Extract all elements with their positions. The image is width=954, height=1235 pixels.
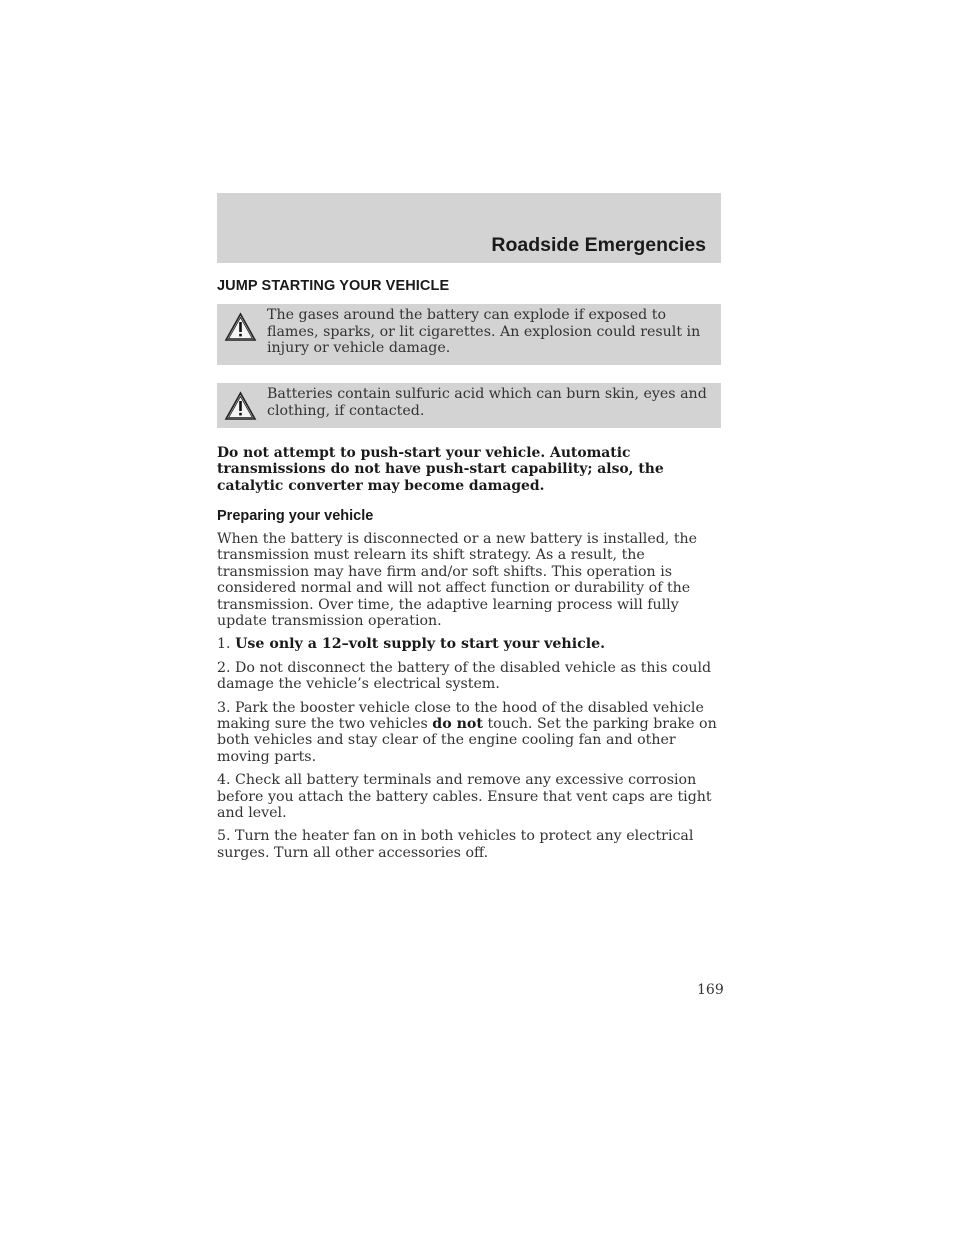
step-text: touch. Set the parking brake on both vehicles and stay clear of the engine cooling fan and other moving parts. bbox=[217, 715, 717, 765]
step-3 bbox=[217, 700, 721, 766]
warning-box-explosion bbox=[217, 304, 721, 365]
step-4: 4. Check all battery terminals and remove any excessive corrosion before you attach the battery cables. Ensure that vent caps are tight and level. bbox=[217, 772, 712, 821]
step-text: 3. Park the booster vehicle close to the hood of the disabled vehicle making sure the two vehicles bbox=[217, 699, 704, 732]
intro-paragraph: When the battery is disconnected or a new battery is installed, the transmission must relearn its shift strategy. As a result, the transmission may have firm and/or soft shifts. This operation is considered normal and will not affect function or durability of the transmission. Over time, the adaptive learning process will fully update transmission operation. bbox=[217, 530, 698, 629]
warning-box-acid bbox=[217, 383, 721, 428]
subsection-heading: Preparing your vehicle bbox=[217, 507, 374, 524]
warning-triangle-icon bbox=[224, 391, 257, 421]
step-bold-text: do not bbox=[432, 715, 483, 732]
chapter-header bbox=[217, 193, 721, 263]
page-number: 169 bbox=[697, 982, 724, 998]
manual-page bbox=[217, 193, 721, 861]
step-1 bbox=[217, 636, 721, 652]
step-bold-text: Use only a 12–volt supply to start your vehicle. bbox=[235, 636, 606, 653]
chapter-title: Roadside Emergencies bbox=[491, 234, 706, 256]
step-5: 5. Turn the heater fan on in both vehicles to protect any electrical surges. Turn all other accessories off. bbox=[217, 828, 694, 861]
step-2: 2. Do not disconnect the battery of the disabled vehicle as this could damage the vehicle’s electrical system. bbox=[217, 659, 712, 693]
section-heading: JUMP STARTING YOUR VEHICLE bbox=[217, 278, 450, 294]
warning-text: The gases around the battery can explode if exposed to flames, sparks, or lit cigarettes. An explosion could result in injury or vehicle damage. bbox=[267, 307, 701, 356]
step-number: 1. bbox=[217, 636, 231, 653]
push-start-notice: Do not attempt to push-start your vehicle. Automatic transmissions do not have push-start capability; also, the catalytic converter may become damaged. bbox=[217, 445, 664, 494]
warning-triangle-icon bbox=[224, 312, 257, 342]
warning-text: Batteries contain sulfuric acid which can burn skin, eyes and clothing, if contacted. bbox=[267, 386, 707, 419]
